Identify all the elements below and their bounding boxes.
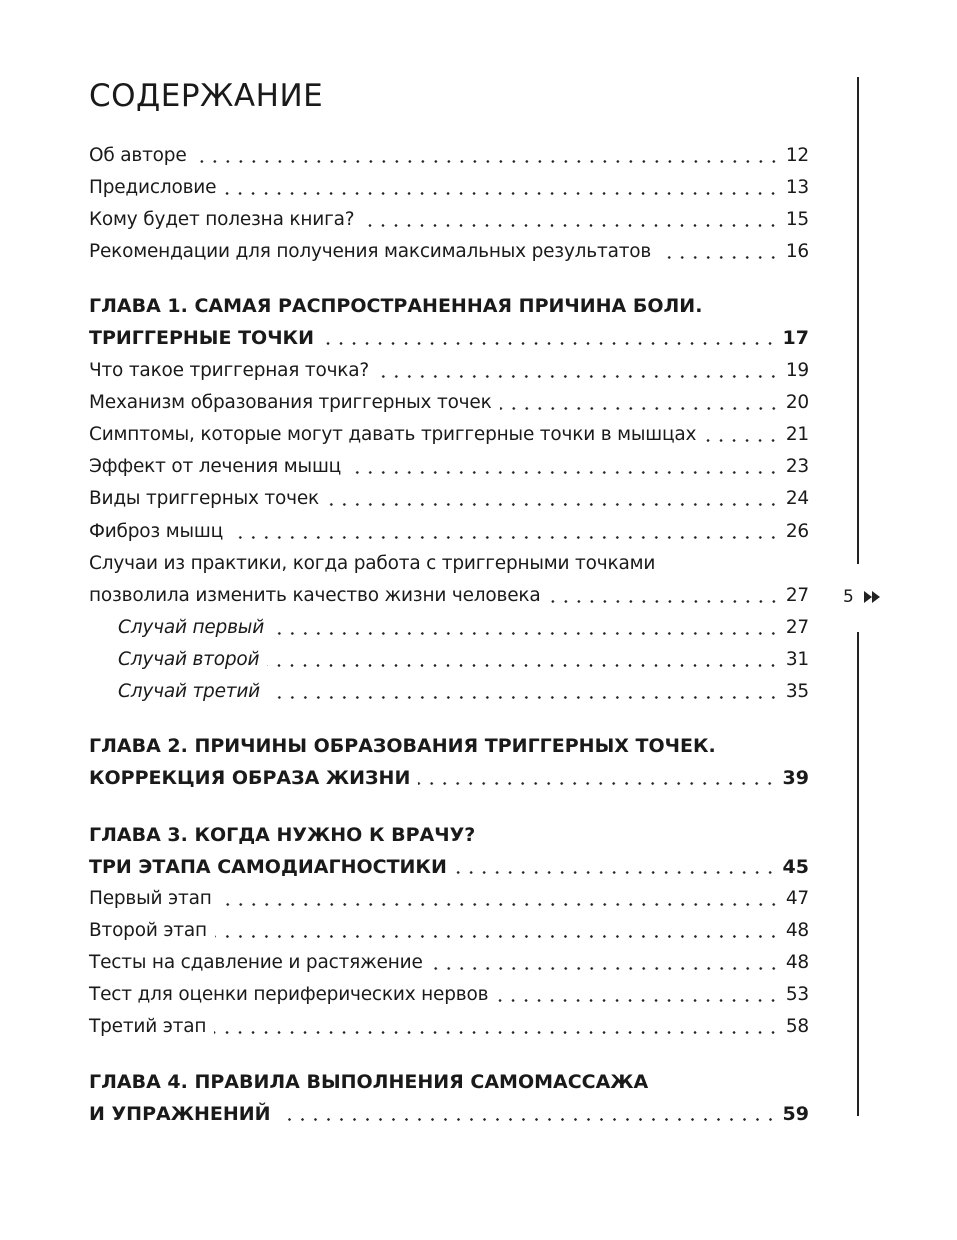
toc-entry-title: ТРИГГЕРНЫЕ ТОЧКИ: [89, 327, 314, 349]
toc-entry-page: 20: [785, 392, 809, 413]
dot-leader: [455, 871, 777, 874]
toc-entry-title: позволила изменить качество жизни человека: [89, 585, 541, 606]
margin-rule-upper: [857, 77, 859, 564]
toc-entry[interactable]: [89, 517, 809, 547]
toc-entry-title: ТРИ ЭТАПА САМОДИАГНОСТИКИ: [89, 856, 447, 878]
toc-entry[interactable]: [89, 581, 809, 611]
dot-leader: [659, 256, 780, 259]
toc-entry-page: 53: [785, 984, 809, 1005]
toc-entry-title: Эффект от лечения мышц: [89, 456, 342, 477]
page-title: СОДЕРЖАНИЕ: [89, 78, 324, 114]
toc-entry-page: 58: [785, 1016, 809, 1037]
toc-entry[interactable]: [89, 237, 809, 267]
toc-entry-title: Рекомендации для получения максимальных результатов: [89, 241, 652, 262]
toc-chapter-entry[interactable]: [89, 323, 809, 353]
double-arrow-right-icon: [864, 591, 880, 603]
toc-entry-first-line: Случаи из практики, когда работа с триггерными точками: [89, 553, 656, 574]
dot-leader: [704, 439, 780, 442]
dot-leader: [418, 782, 776, 785]
toc-entry-page: 27: [785, 585, 809, 606]
margin-rule-lower: [857, 632, 859, 1116]
dot-leader: [279, 1118, 777, 1121]
dot-leader: [215, 935, 780, 938]
toc-entry-title: И УПРАЖНЕНИЙ: [89, 1103, 271, 1125]
toc-entry-page: 23: [785, 456, 809, 477]
toc-entry[interactable]: [89, 205, 809, 235]
chapter-heading: ГЛАВА 4. ПРАВИЛА ВЫПОЛНЕНИЯ САМОМАССАЖА: [89, 1071, 649, 1093]
dot-leader: [349, 471, 780, 474]
toc-entry-title: Случай третий: [118, 681, 260, 702]
toc-entry[interactable]: [89, 452, 809, 482]
dot-leader: [231, 536, 780, 539]
toc-subentry[interactable]: [118, 645, 809, 675]
toc-entry-page: 16: [785, 241, 809, 262]
toc-entry[interactable]: [89, 884, 809, 914]
toc-entry-page: 31: [785, 649, 809, 670]
toc-subentry[interactable]: [118, 677, 809, 707]
toc-entry[interactable]: [89, 420, 809, 450]
toc-entry[interactable]: [89, 141, 809, 171]
toc-entry[interactable]: [89, 1012, 809, 1042]
toc-chapter-entry[interactable]: [89, 763, 809, 793]
dot-leader: [224, 192, 780, 195]
dot-leader: [500, 407, 780, 410]
toc-entry-title: Случай первый: [118, 617, 265, 638]
toc-entry-title: Предисловие: [89, 177, 217, 198]
toc-entry-title: Об авторе: [89, 145, 187, 166]
toc-entry-title: КОРРЕКЦИЯ ОБРАЗА ЖИЗНИ: [89, 767, 411, 789]
dot-leader: [220, 903, 780, 906]
toc-entry-title: Фиброз мышц: [89, 521, 224, 542]
toc-entry-title: Третий этап: [89, 1016, 207, 1037]
dot-leader: [327, 503, 780, 506]
toc-entry-title: Виды триггерных точек: [89, 488, 320, 509]
toc-entry[interactable]: [89, 916, 809, 946]
toc-entry[interactable]: [89, 173, 809, 203]
toc-entry-title: Что такое триггерная точка?: [89, 360, 370, 381]
toc-chapter-entry[interactable]: [89, 852, 809, 882]
toc-entry[interactable]: [89, 980, 809, 1010]
toc-entry-page: 27: [785, 617, 809, 638]
toc-entry-page: 15: [785, 209, 809, 230]
toc-entry-page: 12: [785, 145, 809, 166]
page-number: 5: [843, 587, 854, 607]
dot-leader: [322, 342, 777, 345]
chapter-heading: ГЛАВА 1. САМАЯ РАСПРОСТРАНЕННАЯ ПРИЧИНА БОЛИ.: [89, 295, 703, 317]
toc-entry[interactable]: [89, 484, 809, 514]
dot-leader: [267, 664, 780, 667]
dot-leader: [549, 600, 780, 603]
toc-entry-page: 13: [785, 177, 809, 198]
toc-entry-page: 21: [785, 424, 809, 445]
chapter-heading: ГЛАВА 3. КОГДА НУЖНО К ВРАЧУ?: [89, 824, 476, 846]
toc-entry-title: Случай второй: [118, 649, 260, 670]
toc-entry-page: 48: [785, 920, 809, 941]
toc-entry-page: 39: [782, 767, 809, 789]
toc-chapter-entry[interactable]: [89, 1099, 809, 1129]
page-folio: [843, 583, 880, 611]
dot-leader: [362, 224, 779, 227]
toc-entry-title: Второй этап: [89, 920, 207, 941]
toc-entry[interactable]: [89, 948, 809, 978]
toc-subentry[interactable]: [118, 613, 809, 643]
toc-entry-page: 35: [785, 681, 809, 702]
toc-entry-page: 59: [782, 1103, 809, 1125]
dot-leader: [195, 160, 780, 163]
dot-leader: [272, 632, 780, 635]
toc-entry-page: 26: [785, 521, 809, 542]
dot-leader: [377, 375, 780, 378]
dot-leader: [214, 1031, 780, 1034]
toc-entry-page: 47: [785, 888, 809, 909]
toc-entry-title: Кому будет полезна книга?: [89, 209, 355, 230]
dot-leader: [496, 999, 780, 1002]
toc-entry-title: Симптомы, которые могут давать триггерные точки в мышцах: [89, 424, 697, 445]
toc-entry-title: Тесты на сдавление и растяжение: [89, 952, 423, 973]
dot-leader: [431, 967, 780, 970]
toc-entry-title: Механизм образования триггерных точек: [89, 392, 492, 413]
toc-entry-title: Тест для оценки периферических нервов: [89, 984, 489, 1005]
toc-entry[interactable]: [89, 388, 809, 418]
toc-entry[interactable]: [89, 356, 809, 386]
dot-leader: [268, 696, 780, 699]
toc-entry-page: 48: [785, 952, 809, 973]
toc-entry-page: 17: [782, 327, 809, 349]
toc-entry-title: Первый этап: [89, 888, 212, 909]
toc-entry-page: 24: [785, 488, 809, 509]
toc-entry-page: 19: [785, 360, 809, 381]
chapter-heading: ГЛАВА 2. ПРИЧИНЫ ОБРАЗОВАНИЯ ТРИГГЕРНЫХ ТОЧЕК.: [89, 735, 716, 757]
toc-entry-page: 45: [782, 856, 809, 878]
